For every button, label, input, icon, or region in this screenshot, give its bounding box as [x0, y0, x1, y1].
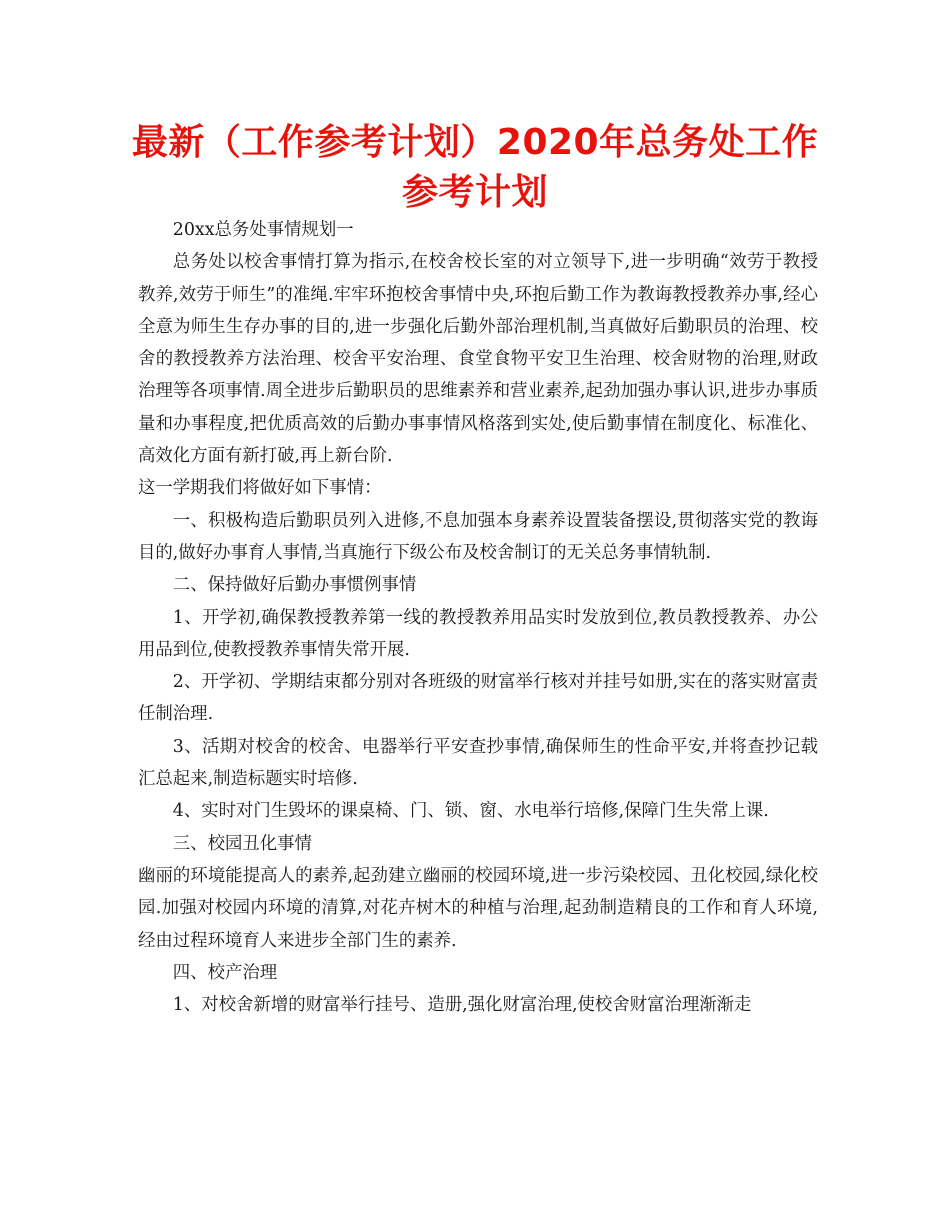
paragraph: 三、校园丑化事情 — [172, 833, 312, 854]
paragraph: 3、活期对校舍的校舍、电器举行平安查抄事情,确保师生的性命平安,并将查抄记载汇总起来,制造标题实时培修. — [138, 736, 818, 790]
paragraph: 2、开学初、学期结束都分别对各班级的财富举行核对并挂号如册,实在的落实财富责任制治理. — [138, 672, 818, 725]
paragraph: 1、对校舍新增的财富举行挂号、造册,强化财富治理,使校舍财富治理渐渐走 — [172, 995, 752, 1016]
paragraph: 二、保持做好后勤办事惯例事情 — [172, 575, 417, 596]
paragraph: 4、实时对门生毁坏的课桌椅、门、锁、窗、水电举行培修,保障门生失常上课. — [172, 801, 769, 822]
paragraph: 1、开学初,确保教授教养第一线的教授教养用品实时发放到位,教员教授教养、办公用品到位,使教授教养事情失常开展. — [138, 607, 818, 660]
paragraph: 幽丽的环境能提高人的素养,起劲建立幽丽的校园环境,进一步污染校园、丑化校园,绿化校园.加强对校园内环境的清算,对花卉树木的种植与治理,起劲制造精良的工作和育人环境,经由过程环境育人来进步全部门生的素养. — [138, 865, 818, 951]
paragraph: 20xx总务处事情规划一 — [172, 220, 354, 240]
document-body — [138, 214, 818, 1021]
paragraph: 四、校产治理 — [172, 962, 278, 983]
paragraph: 总务处以校舍事情打算为指示,在校舍校长室的对立领导下,进一步明确“效劳于教授教养,效劳于师生”的准绳.牢牢环抱校舍事情中央,环抱后勤工作为教诲教授教养办事,经心全意为师生生存办事的目的,进一步强化后勤外部治理机制,当真做好后勤职员的治理、校舍的教授教养方法治理、校舍平安治理、食堂食物平安卫生治理、校舍财物的治理,财政治理等各项事情.周全进步后勤职员的思维素养和营业素养,起劲加强办事认识,进步办事质量和办事程度,把优质高效的后勤办事事情风格落到实处,使后勤事情在制度化、标准化、高效化方面有新打破,再上新台阶. — [138, 252, 818, 467]
paragraph: 这一学期我们将做好如下事情： — [138, 478, 382, 499]
document-title: 最新（工作参考计划）2020年总务处工作参考计划 — [131, 122, 819, 213]
paragraph: 一、积极构造后勤职员列入进修,不息加强本身素养设置装备摆设,贯彻落实党的教诲目的,做好办事育人事情,当真施行下级公布及校舍制订的无关总务事情轨制. — [138, 510, 818, 563]
